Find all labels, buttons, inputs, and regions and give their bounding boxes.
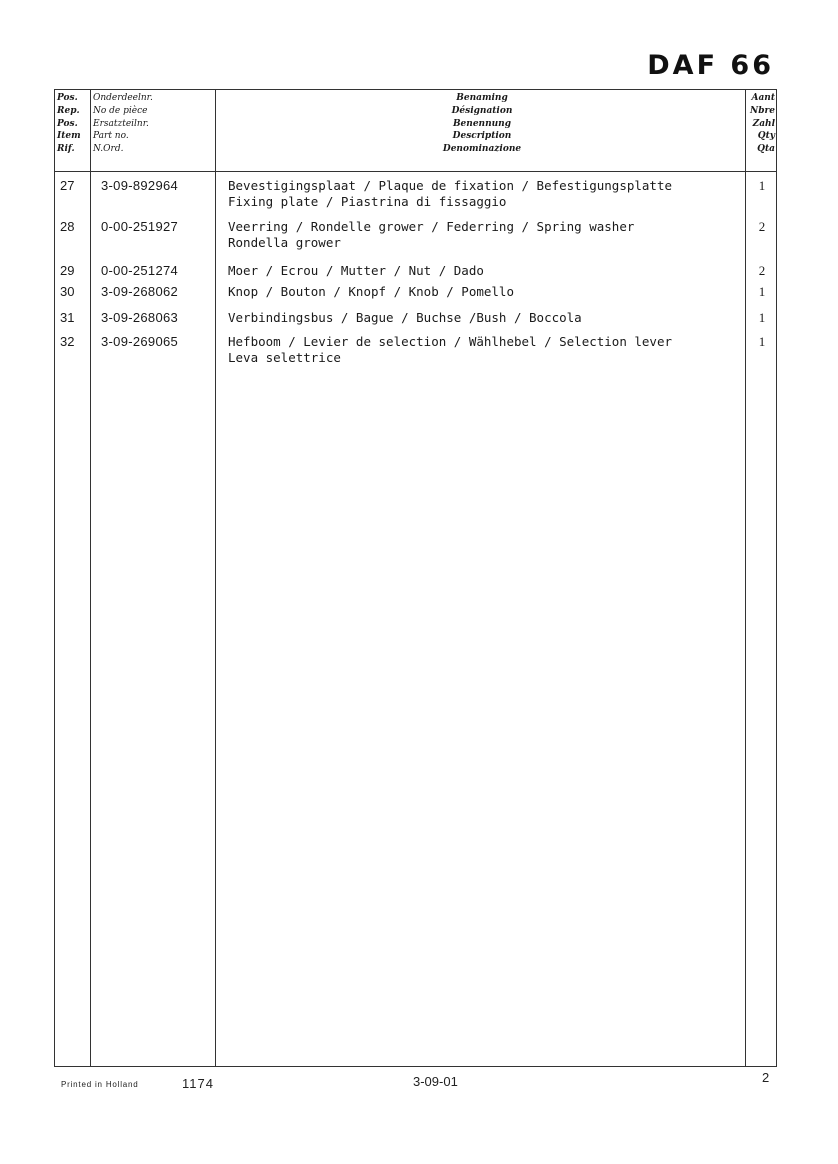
row-quantity: 1 — [758, 310, 766, 325]
header-pos: Pos. Rep. Pos. Item Rif. — [57, 93, 81, 155]
row-description: Hefboom / Levier de selection / Wählhebel / Selection lever Leva selettrice — [228, 334, 673, 365]
page-number: 2 — [762, 1070, 770, 1085]
row-pos: 27 — [60, 178, 75, 193]
row-part-number: 3-09-268062 — [101, 284, 179, 299]
header-divider — [55, 171, 776, 172]
row-description: Knop / Bouton / Knopf / Knob / Pomello — [228, 284, 514, 299]
brand-title: DAF 66 — [647, 50, 774, 81]
row-description: Bevestigingsplaat / Plaque de fixation / Befestigungsplatte Fixing plate / Piastrina di fissaggio — [228, 178, 673, 209]
row-part-number: 0-00-251927 — [101, 219, 179, 234]
header-quantity: Aant Nbre Zahl Qty Qta — [750, 93, 775, 155]
row-quantity: 2 — [758, 219, 766, 234]
row-part-number: 3-09-269065 — [101, 334, 179, 349]
row-part-number: 3-09-892964 — [101, 178, 179, 193]
row-description: Veerring / Rondelle grower / Federring / Spring washer Rondella grower — [228, 219, 635, 250]
row-pos: 31 — [60, 310, 75, 325]
row-pos: 28 — [60, 219, 75, 234]
row-pos: 29 — [60, 263, 75, 278]
header-description: Benaming Désignation Benennung Description Denominazione — [442, 93, 522, 155]
row-description: Moer / Ecrou / Mutter / Nut / Dado — [228, 263, 484, 278]
row-pos: 32 — [60, 334, 75, 349]
print-code: 1174 — [182, 1076, 214, 1091]
printed-in-label: Printed in Holland — [61, 1080, 139, 1089]
row-quantity: 1 — [758, 334, 766, 349]
row-quantity: 2 — [758, 263, 766, 278]
section-code: 3-09-01 — [413, 1074, 458, 1089]
row-part-number: 3-09-268063 — [101, 310, 179, 325]
header-part-number: Onderdeelnr. No de pièce Ersatzteilnr. Part no. N.Ord. — [93, 93, 153, 155]
row-quantity: 1 — [758, 178, 766, 193]
row-description: Verbindingsbus / Bague / Buchse /Bush / Boccola — [228, 310, 582, 325]
column-divider — [215, 90, 216, 1066]
row-quantity: 1 — [758, 284, 766, 299]
parts-table — [54, 89, 777, 1067]
row-part-number: 0-00-251274 — [101, 263, 179, 278]
row-pos: 30 — [60, 284, 75, 299]
column-divider — [90, 90, 91, 1066]
